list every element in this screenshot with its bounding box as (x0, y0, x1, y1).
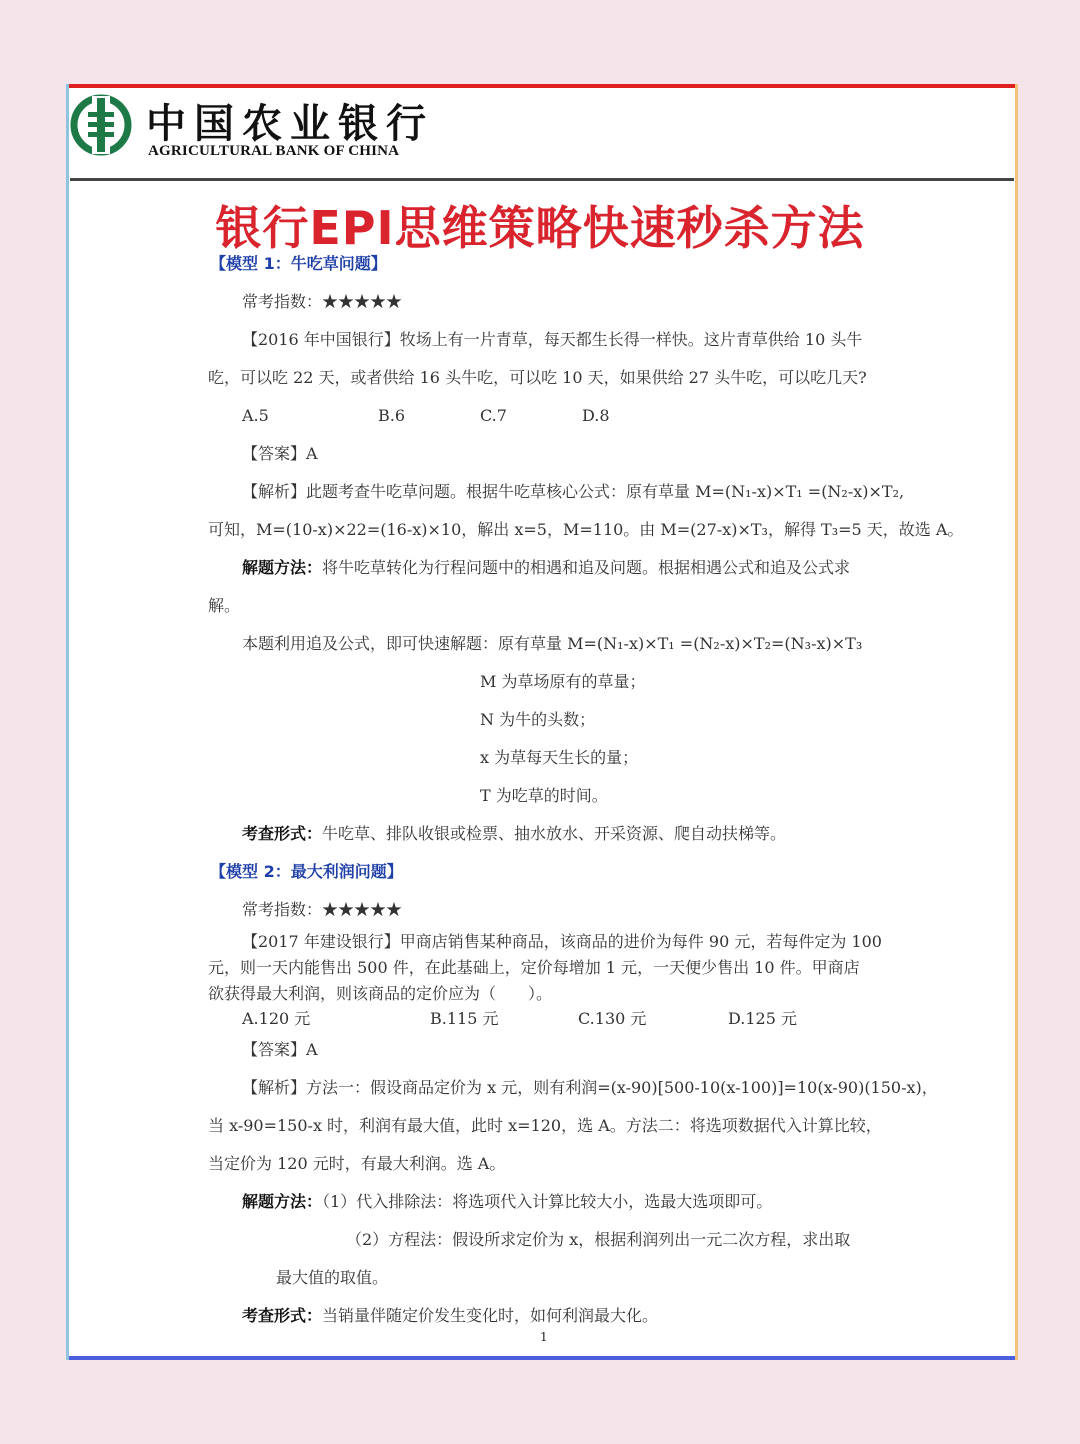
page-number: 1 (540, 1330, 548, 1344)
model2-question-line1: 【2017 年建设银行】甲商店销售某种商品，该商品的进价为每件 90 元，若每件定为 100 (242, 932, 882, 951)
model1-def-t: T 为吃草的时间。 (480, 786, 608, 805)
model2-form-label: 考查形式： (242, 1306, 323, 1325)
model1-question-line1: 【2016 年中国银行】牧场上有一片青草，每天都生长得一样快。这片青草供给 10 头牛 (242, 330, 863, 349)
model2-form (242, 1306, 658, 1326)
model1-option-c: C.7 (480, 406, 507, 425)
bank-name-en: AGRICULTURAL BANK OF CHINA (148, 143, 400, 159)
model1-form (242, 824, 786, 844)
model2-analysis-line2: 当 x-90=150-x 时，利润有最大值，此时 x=120，选 A。方法二：将选项数据代入计算比较， (208, 1116, 882, 1135)
model1-analysis-line1: 【解析】此题考查牛吃草问题。根据牛吃草核心公式：原有草量 M=(N₁-x)×T₁ =(N₂-x)×T₂, (242, 482, 905, 501)
model2-method-line1: （1）代入排除法：将选项代入计算比较大小，选最大选项即可。 (322, 1192, 773, 1211)
model2-method-line3: 最大值的取值。 (276, 1268, 389, 1287)
document-title: 银行EPI思维策略快速秒杀方法 (215, 201, 865, 255)
model1-def-m: M 为草场原有的草量； (480, 672, 646, 691)
model1-question-line2: 吃，可以吃 22 天，或者供给 16 头牛吃，可以吃 10 天，如果供给 27 头牛吃，可以吃几天? (208, 368, 867, 387)
abc-bank-logo-icon (70, 90, 132, 160)
model1-frequency: 常考指数：★★★★★ (242, 292, 403, 311)
model2-option-a: A.120 元 (242, 1009, 311, 1028)
model2-answer: 【答案】A (242, 1040, 318, 1059)
model2-heading: 【模型 2：最大利润问题】 (210, 862, 403, 881)
model2-frequency: 常考指数：★★★★★ (242, 900, 403, 919)
model1-analysis-line2: 可知，M=(10-x)×22=(16-x)×10，解出 x=5，M=110。由 M=(27-x)×T₃，解得 T₃=5 天，故选 A。 (208, 520, 964, 539)
frame-left-border (66, 84, 69, 1360)
model1-option-b: B.6 (378, 406, 406, 425)
model1-form-label: 考查形式： (242, 824, 323, 843)
model1-formula-line: 本题利用追及公式，即可快速解题：原有草量 M=(N₁-x)×T₁ =(N₂-x)×T₂=(N₃-x)×T₃ (242, 634, 863, 653)
model1-heading: 【模型 1：牛吃草问题】 (210, 254, 387, 273)
model2-analysis-line1: 【解析】方法一：假设商品定价为 x 元，则有利润=(x-90)[500-10(x-100)]=10(x-90)(150-x)， (242, 1078, 938, 1097)
model1-method (242, 558, 850, 578)
header-divider (70, 178, 1014, 181)
model1-def-n: N 为牛的头数； (480, 710, 596, 729)
model2-question-line2: 元，则一天内能售出 500 件，在此基础上，定价每增加 1 元，一天便少售出 10 件。甲商店 (208, 958, 860, 977)
model2-option-b: B.115 元 (430, 1009, 499, 1028)
model2-method-label: 解题方法： (242, 1192, 323, 1211)
model2-option-c: C.130 元 (578, 1009, 647, 1028)
model1-method-label: 解题方法： (242, 558, 323, 577)
model2-method-line2: （2）方程法：假设所求定价为 x，根据利润列出一元二次方程，求出取 (346, 1230, 851, 1249)
model2-analysis-line3: 当定价为 120 元时，有最大利润。选 A。 (208, 1154, 506, 1173)
model1-form-text: 牛吃草、排队收银或检票、抽水放水、开采资源、爬自动扶梯等。 (322, 824, 787, 843)
frame-right-border (1015, 84, 1018, 1360)
model1-answer: 【答案】A (242, 444, 318, 463)
model2-question-line3: 欲获得最大利润，则该商品的定价应为（ ）。 (208, 984, 553, 1003)
model2-option-d: D.125 元 (728, 1009, 797, 1028)
frame-bottom-border (66, 1356, 1018, 1360)
model1-option-a: A.5 (242, 406, 269, 425)
model1-option-d: D.8 (582, 406, 610, 425)
model1-method-line1: 将牛吃草转化为行程问题中的相遇和追及问题。根据相遇公式和追及公式求 (322, 558, 851, 577)
model2-form-text: 当销量伴随定价发生变化时，如何利润最大化。 (322, 1306, 659, 1325)
model2-method (242, 1192, 772, 1212)
model1-method-line2: 解。 (208, 596, 241, 615)
frame-top-border (66, 84, 1018, 88)
model1-def-x: x 为草每天生长的量； (480, 748, 639, 767)
bank-name-cn: 中国农业银行 (146, 101, 434, 147)
